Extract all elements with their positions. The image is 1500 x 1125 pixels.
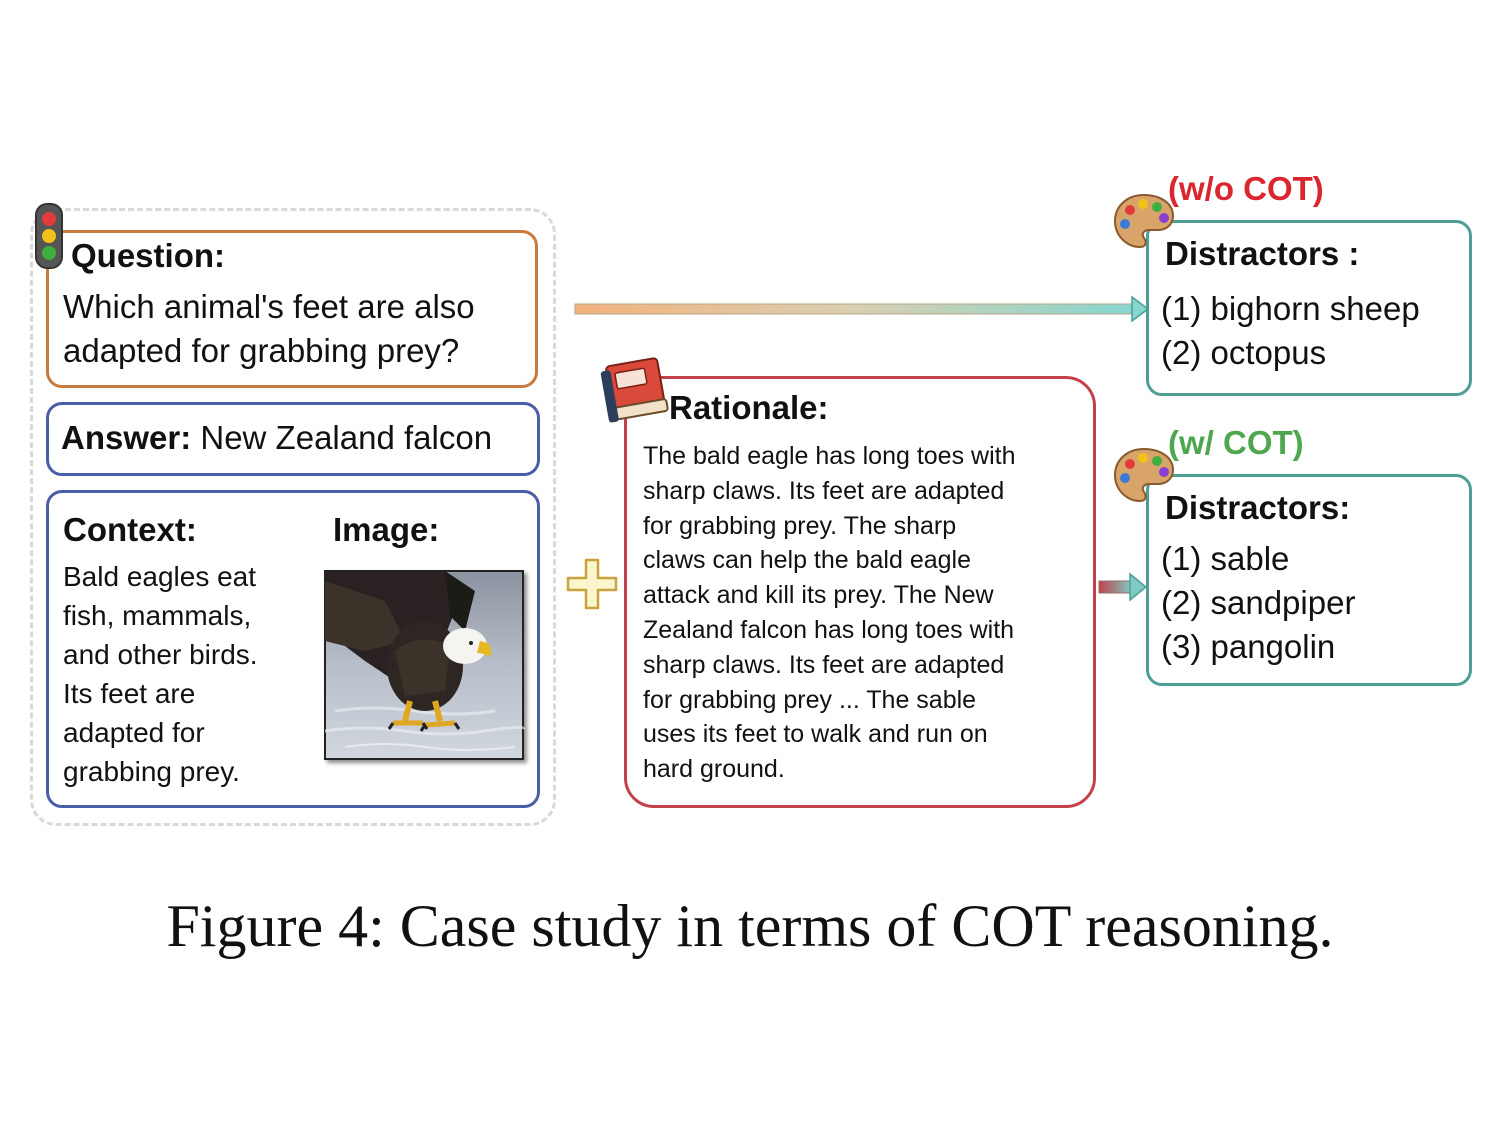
palette-icon (1112, 446, 1176, 504)
traffic-light-icon (34, 202, 64, 270)
image-heading: Image: (333, 511, 440, 548)
rationale-text (643, 439, 1015, 787)
distractors-list (1161, 287, 1420, 375)
question-box (46, 230, 538, 388)
distractor-item: (1) bighorn sheep (1161, 290, 1420, 327)
question-line-1: Which animal's feet are also (63, 288, 475, 325)
rationale-line: Zealand falcon has long toes with (643, 615, 1015, 644)
figure-caption: Figure 4: Case study in terms of COT reasoning. (166, 893, 1334, 959)
distractors-with-cot-box (1146, 474, 1472, 686)
question-heading: Question: (71, 237, 225, 274)
distractors-heading: Distractors : (1165, 235, 1360, 272)
question-line-2: adapted for grabbing prey? (63, 332, 460, 369)
distractors-list (1161, 537, 1355, 669)
context-line: Its feet are (63, 678, 196, 709)
rationale-line: The bald eagle has long toes with (643, 442, 1016, 470)
answer-line (61, 419, 492, 457)
context-line: fish, mammals, (63, 600, 252, 631)
plus-icon (566, 558, 618, 610)
context-heading: Context: (63, 511, 197, 548)
distractor-item: (1) sable (1161, 540, 1290, 577)
arrow-with-cot (1098, 572, 1148, 602)
answer-box (46, 402, 540, 476)
distractor-item: (3) pangolin (1161, 628, 1336, 665)
context-line: grabbing prey. (63, 756, 240, 787)
rationale-line: uses its feet to walk and run on (643, 720, 988, 749)
arrow-without-cot (574, 294, 1150, 324)
rationale-line: claws can help the bald eagle (643, 546, 972, 575)
answer-label: Answer: (61, 419, 192, 456)
book-icon (600, 356, 670, 424)
question-text (63, 285, 475, 373)
with-cot-tag: (w/ COT) (1168, 424, 1304, 461)
rationale-line: hard ground. (643, 755, 785, 784)
distractors-heading: Distractors: (1165, 489, 1351, 526)
eagle-photo (325, 571, 523, 759)
context-line: Bald eagles eat (63, 561, 257, 592)
answer-value: New Zealand falcon (200, 419, 493, 456)
context-box (46, 490, 540, 808)
rationale-line: for grabbing prey. The sharp (643, 511, 957, 540)
distractor-item: (2) sandpiper (1161, 584, 1356, 621)
context-line: adapted for (63, 717, 205, 748)
rationale-line: for grabbing prey ... The sable (643, 685, 977, 714)
without-cot-tag: (w/o COT) (1168, 170, 1324, 207)
rationale-line: sharp claws. Its feet are adapted (643, 476, 1005, 505)
rationale-heading: Rationale: (669, 389, 829, 426)
rationale-line: sharp claws. Its feet are adapted (643, 650, 1005, 679)
context-line: and other birds. (63, 639, 258, 670)
rationale-line: attack and kill its prey. The New (643, 581, 994, 610)
rationale-box (624, 376, 1096, 808)
context-text (63, 557, 258, 791)
distractor-item: (2) octopus (1161, 334, 1327, 371)
distractors-without-cot-box (1146, 220, 1472, 396)
palette-icon (1112, 192, 1176, 250)
